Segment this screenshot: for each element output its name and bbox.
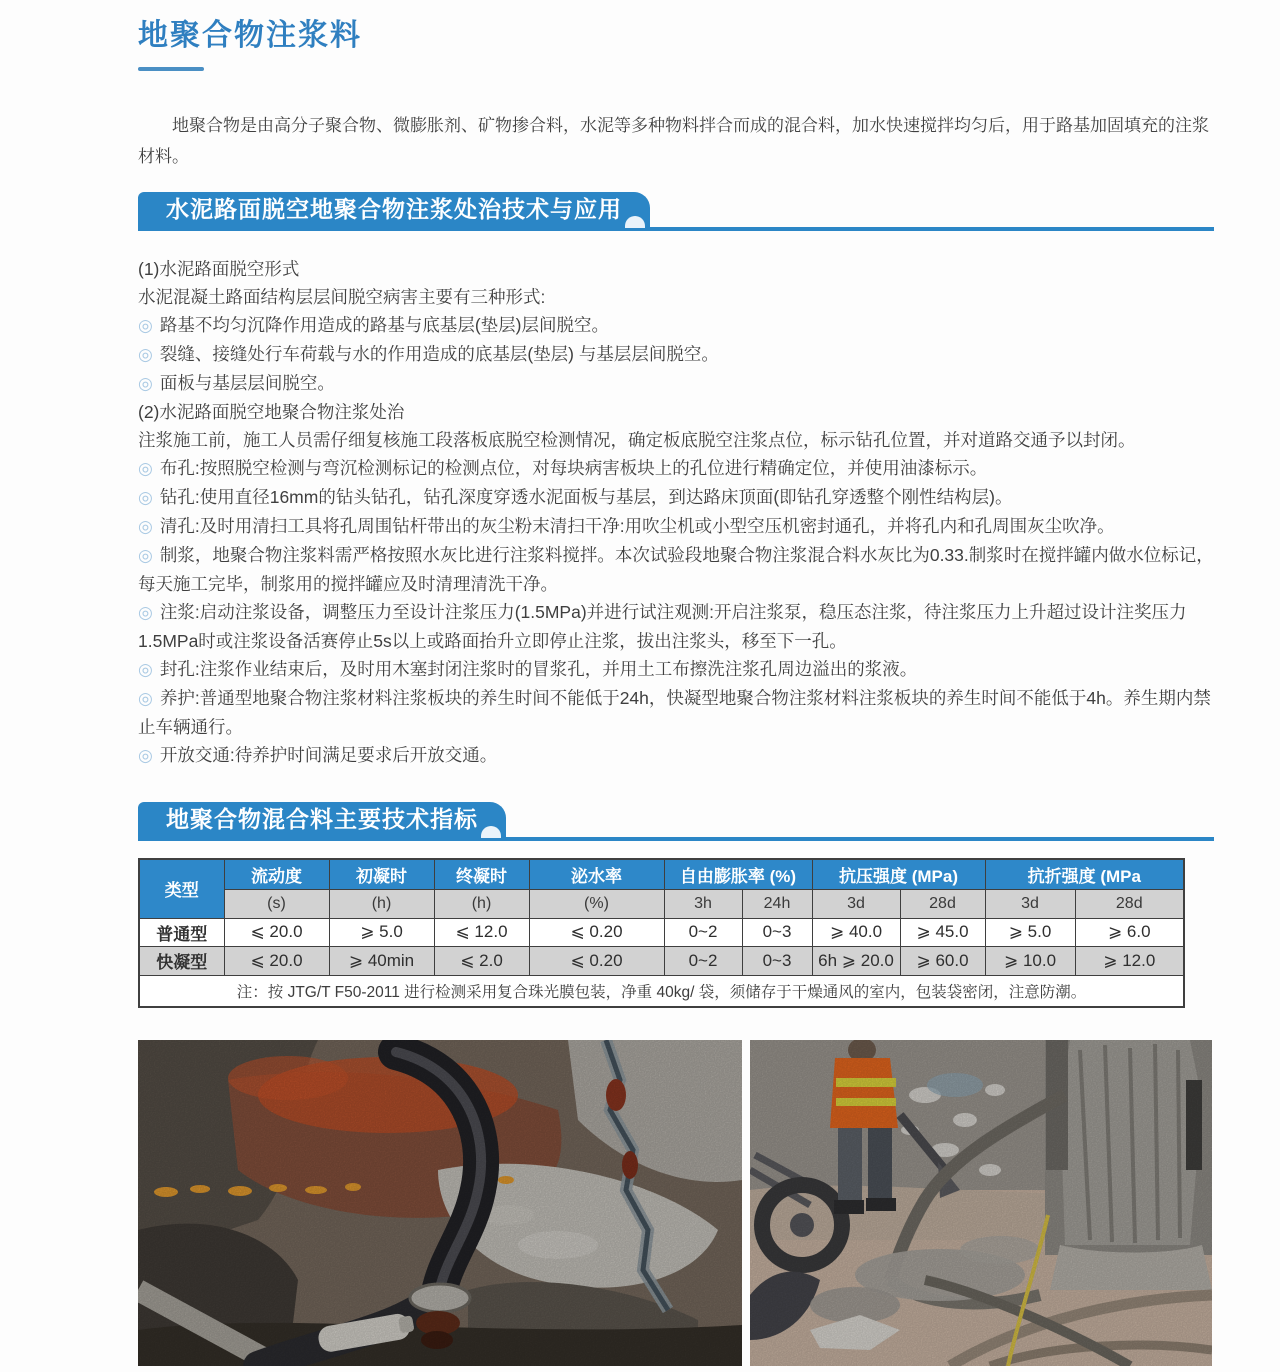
value-cell: ⩾ 40.0 [812,918,900,946]
value-cell: 0~3 [742,918,812,946]
section-banner-technology [138,192,1214,231]
section-banner-tab: 地聚合物混合料主要技术指标 [138,802,506,837]
value-cell: 0~2 [664,918,742,946]
page-title: 地聚合物注浆料 [138,19,362,52]
value-cell: 0~3 [742,946,812,975]
list-item [138,655,1214,684]
col-header-flowability: 流动度 [224,859,329,889]
bullseye-bullet-icon: ◎ [138,660,153,679]
bullseye-bullet-icon: ◎ [138,459,153,478]
list-item [138,483,1214,512]
bullseye-bullet-icon: ◎ [138,517,153,536]
list-item-text: 制浆，地聚合物注浆料需严格按照水灰比进行注浆料搅拌。本次试验段地聚合物注浆混合料水灰比为0.33.制浆时在搅拌罐内做水位标记，每天施工完毕，制浆用的搅拌罐应及时清理清洗干净。 [138,545,1214,594]
list-item [138,598,1214,655]
value-cell: 6h ⩾ 20.0 [812,946,900,975]
unit-cell: 3d [812,889,900,918]
page-content [138,0,1214,1366]
bullseye-bullet-icon: ◎ [138,488,153,507]
col-header-type: 类型 [139,859,224,918]
spec-table [138,858,1185,1008]
value-cell: ⩾ 6.0 [1075,918,1184,946]
list-item-text: 路基不均匀沉降作用造成的路基与底基层(垫层)层间脱空。 [159,315,609,335]
list-item-text: 面板与基层层间脱空。 [159,373,335,393]
bullseye-bullet-icon: ◎ [138,345,153,364]
bullseye-bullet-icon: ◎ [138,603,153,622]
list-item-text: 清孔:及时用清扫工具将孔周围钻杆带出的灰尘粉末清扫干净:用吹尘机或小型空压机密封通孔，并将孔内和孔周围灰尘吹净。 [159,516,1115,536]
photo-row [138,1040,1214,1366]
unit-cell: 3d [985,889,1075,918]
list-item [138,369,1214,398]
list-item-text: 开放交通:待养护时间满足要求后开放交通。 [159,745,498,765]
col-header-bleeding: 泌水率 [529,859,664,889]
table-note: 注：按 JTG/T F50-2011 进行检测采用复合珠光膜包装，净重 40kg/ 袋，须储存于干燥通风的室内，包装袋密闭，注意防潮。 [139,975,1184,1007]
list-item-text: 注浆:启动注浆设备，调整压力至设计注浆压力(1.5MPa)并进行试注观测:开启注浆泵，稳压态注浆，待注浆压力上升超过设计注奖压力1.5MPa时或注浆设备活赛停止5s以上或路面抬升立即停止注浆，拔出注浆头，移至下一孔。 [138,602,1187,651]
list-item [138,541,1214,598]
section-banner-tab: 水泥路面脱空地聚合物注浆处治技术与应用 [138,192,650,227]
value-cell: 0~2 [664,946,742,975]
unit-cell: (s) [224,889,329,918]
sub-heading: (2)水泥路面脱空地聚合物注浆处治 [138,402,405,422]
value-cell: ⩽ 0.20 [529,946,664,975]
table-row-rapid [139,946,1184,975]
list-item-text: 封孔:注浆作业结束后，及时用木塞封闭注浆时的冒浆孔，并用土工布擦洗注浆孔周边溢出的浆液。 [159,659,918,679]
bullseye-bullet-icon: ◎ [138,316,153,335]
photo-grouting-worksite [750,1040,1212,1366]
col-header-final-set: 终凝时 [434,859,529,889]
value-cell: ⩽ 20.0 [224,918,329,946]
title-accent-dash [138,67,204,71]
list-item-text: 布孔:按照脱空检测与弯沉检测标记的检测点位，对每块病害板块上的孔位进行精确定位，并使用油漆标示。 [159,458,988,478]
bullseye-bullet-icon: ◎ [138,546,153,565]
unit-cell: 28d [900,889,985,918]
value-cell: ⩽ 12.0 [434,918,529,946]
list-item-text: 养护:普通型地聚合物注浆材料注浆板块的养生时间不能低于24h，快凝型地聚合物注浆材料注浆板块的养生时间不能低于4h。养生期内禁止车辆通行。 [138,688,1211,737]
row-type-cell: 快凝型 [139,946,224,975]
bullseye-bullet-icon: ◎ [138,374,153,393]
bullseye-bullet-icon: ◎ [138,689,153,708]
worksite-photo-illustration [750,1040,1212,1366]
unit-cell: (h) [434,889,529,918]
list-item [138,454,1214,483]
unit-cell: 24h [742,889,812,918]
lead-text: 水泥混凝土路面结构层层间脱空病害主要有三种形式: [138,287,546,307]
value-cell: ⩾ 45.0 [900,918,985,946]
value-cell: ⩾ 10.0 [985,946,1075,975]
photo-grout-injection-hose [138,1040,742,1366]
list-item [138,311,1214,340]
value-cell: ⩽ 0.20 [529,918,664,946]
value-cell: ⩾ 5.0 [985,918,1075,946]
col-header-expansion: 自由膨胀率 (%) [664,859,812,889]
section-body [138,255,1214,770]
value-cell: ⩾ 40min [329,946,434,975]
intro-paragraph: 地聚合物是由高分子聚合物、微膨胀剂、矿物掺合料，水泥等多种物料拌合而成的混合料，加水快速搅拌均匀后，用于路基加固填充的注浆材料。 [138,116,1209,166]
bullseye-bullet-icon: ◎ [138,746,153,765]
row-type-cell: 普通型 [139,918,224,946]
unit-cell: 3h [664,889,742,918]
col-header-flexural: 抗折强度 (MPa [985,859,1184,889]
value-cell: ⩽ 2.0 [434,946,529,975]
list-item-text: 钻孔:使用直径16mm的钻头钻孔，钻孔深度穿透水泥面板与基层，到达路床顶面(即钻孔穿透整个刚性结构层)。 [159,487,1013,507]
list-item-text: 裂缝、接缝处行车荷载与水的作用造成的底基层(垫层) 与基层层间脱空。 [159,344,719,364]
value-cell: ⩾ 5.0 [329,918,434,946]
unit-cell: 28d [1075,889,1184,918]
list-item [138,684,1214,741]
col-header-initial-set: 初凝时 [329,859,434,889]
unit-cell: (%) [529,889,664,918]
section-banner-specs [138,802,1214,841]
col-header-compressive: 抗压强度 (MPa) [812,859,985,889]
value-cell: ⩽ 20.0 [224,946,329,975]
table-row-ordinary [139,918,1184,946]
value-cell: ⩾ 60.0 [900,946,985,975]
lead-text: 注浆施工前，施工人员需仔细复核施工段落板底脱空检测情况，确定板底脱空注浆点位，标示钻孔位置，并对道路交通予以封闭。 [138,430,1136,450]
unit-cell: (h) [329,889,434,918]
grout-hose-photo-illustration [138,1040,742,1366]
list-item [138,741,1214,770]
sub-heading: (1)水泥路面脱空形式 [138,259,300,279]
list-item [138,340,1214,369]
value-cell: ⩾ 12.0 [1075,946,1184,975]
list-item [138,512,1214,541]
